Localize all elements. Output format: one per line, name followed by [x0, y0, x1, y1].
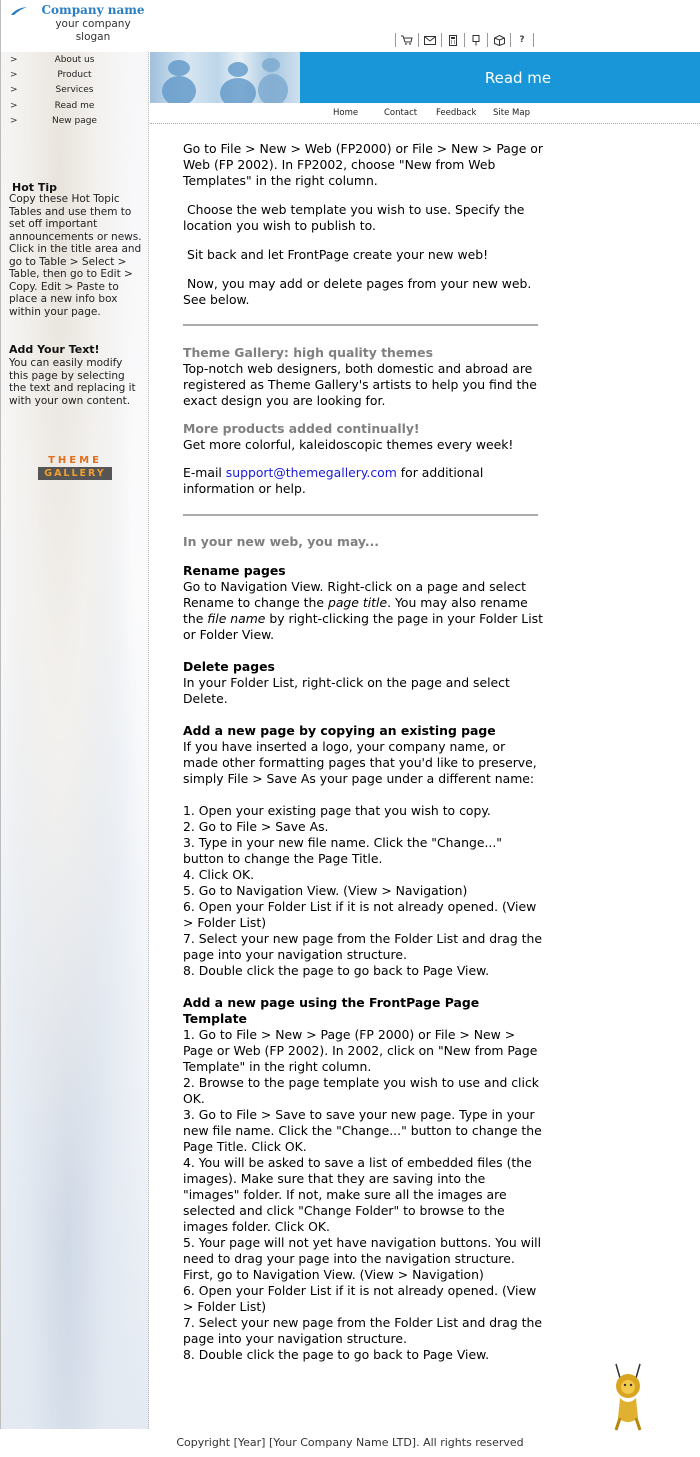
- toolbar-divider: [533, 33, 534, 47]
- list-item: 8. Double click the page to go back to Page View.: [183, 1347, 490, 1362]
- intro-paragraph: Choose the web template you wish to use. Specify the location you wish to publish to.: [183, 202, 529, 233]
- rename-heading: Rename pages: [183, 563, 286, 578]
- footer-copyright: Copyright [Year] [Your Company Name LTD]. All rights reserved: [176, 1436, 524, 1449]
- print-icon[interactable]: [464, 33, 487, 47]
- list-item: 5. Go to Navigation View. (View > Navigation): [183, 883, 468, 898]
- list-item: 7. Select your new page from the Folder List and drag the page into your navigation structure.: [183, 931, 542, 962]
- rename-text-b: . You may also rename the: [183, 595, 528, 626]
- nav-link-feedback[interactable]: Feedback: [436, 108, 477, 118]
- list-item: 7. Select your new page from the Folder List and drag the page into your navigation structure.: [183, 1315, 542, 1346]
- sidebar-item-services[interactable]: [1, 83, 148, 98]
- chevron-right-icon: >: [10, 85, 18, 96]
- copy-heading: Add a new page by copying an existing page: [183, 723, 496, 738]
- sidebar-item-about-us[interactable]: [1, 52, 148, 67]
- intro-paragraph: Sit back and let FrontPage create your new web!: [183, 247, 489, 262]
- box-icon[interactable]: [487, 33, 510, 47]
- company-name[interactable]: Company name: [41, 3, 145, 17]
- list-item: 6. Open your Folder List if it is not already opened. (View > Folder List): [183, 899, 537, 930]
- email-prefix: E-mail: [183, 465, 226, 480]
- list-item: 2. Go to File > Save As.: [183, 819, 329, 834]
- logo-text-bottom: GALLERY: [38, 467, 112, 480]
- delete-heading: Delete pages: [183, 659, 275, 674]
- rename-em-file-name: file name: [207, 611, 266, 626]
- rename-text-a: Go to Navigation View. Right-click on a page and select Rename to change the: [183, 579, 526, 610]
- hot-tip-title: Hot Tip: [12, 181, 57, 194]
- chevron-right-icon: >: [10, 115, 18, 126]
- slogan-line-2: slogan: [75, 31, 111, 43]
- email-suffix: for additional information or help.: [183, 465, 488, 496]
- sidebar-item-label: Services: [55, 85, 94, 96]
- gallery-heading: Theme Gallery: high quality themes: [183, 345, 433, 360]
- list-item: 6. Open your Folder List if it is not already opened. (View > Folder List): [183, 1283, 537, 1314]
- delete-text: In your Folder List, right-click on the page and select Delete.: [183, 675, 510, 706]
- list-item: 3. Go to File > Save to save your new page. Type in your new file name. Click the "Change..." button to change the Page Title. Click OK.: [183, 1107, 542, 1154]
- sidebar-nav: [1, 52, 148, 128]
- main-content: [183, 141, 543, 1363]
- page-title: Read me: [300, 52, 700, 103]
- toolbar: [395, 33, 534, 47]
- sidebar-item-new-page[interactable]: [1, 113, 148, 128]
- add-text-title: Add Your Text!: [9, 343, 100, 356]
- lion-mascot-icon: [608, 1362, 648, 1432]
- rename-text: [183, 579, 543, 643]
- theme-gallery-logo[interactable]: [38, 455, 112, 480]
- more-products-text: Get more colorful, kaleidoscopic themes every week!: [183, 437, 514, 452]
- sidebar-item-label: Product: [57, 69, 92, 80]
- email-paragraph: [183, 465, 543, 497]
- logo-icon: [10, 6, 28, 16]
- rename-em-page-title: page title: [327, 595, 388, 610]
- chevron-right-icon: >: [10, 100, 18, 111]
- list-item: 1. Open your existing page that you wish to copy.: [183, 803, 491, 818]
- chevron-right-icon: >: [10, 69, 18, 80]
- list-item: 2. Browse to the page template you wish to use and click OK.: [183, 1075, 539, 1106]
- may-heading: In your new web, you may...: [183, 534, 379, 549]
- sidebar-item-read-me[interactable]: [1, 98, 148, 113]
- list-item: 8. Double click the page to go back to Page View.: [183, 963, 490, 978]
- more-products-heading: More products added continually!: [183, 421, 420, 436]
- nav-link-site-map[interactable]: Site Map: [493, 108, 530, 118]
- list-item: 1. Go to File > New > Page (FP 2000) or File > New > Page or Web (FP 2002). In 2002, click on "New from Page Template" in the right column.: [183, 1027, 538, 1074]
- template-heading: Add a new page using the FrontPage Page Template: [183, 995, 480, 1026]
- top-nav: [150, 103, 700, 124]
- email-link[interactable]: support@themegallery.com: [225, 465, 397, 480]
- intro-paragraph: Now, you may add or delete pages from your new web. See below.: [183, 276, 536, 307]
- slogan-line-1: your company: [55, 18, 131, 30]
- sidebar-item-label: About us: [54, 54, 95, 65]
- rename-text-c: by right-clicking the page in your Folder List or Folder View.: [183, 611, 543, 642]
- hot-tip-text: Copy these Hot Topic Tables and use them to set off important announcements or news. Click in the title area and go to Table > Select > Table, then go to Edit > Copy. Edit > Paste to place a new info box within your page.: [9, 193, 142, 318]
- company-slogan: [40, 18, 146, 44]
- list-item: 4. You will be asked to save a list of embedded files (the images). Make sure that they are saving into the "images" folder. If not, make sure all the images are selected and click "Change Folder" to browse to the images folder. Click OK.: [183, 1155, 532, 1234]
- banner-photo: [150, 52, 300, 103]
- cart-icon[interactable]: [395, 33, 418, 47]
- help-icon[interactable]: ?: [510, 33, 533, 47]
- nav-link-contact[interactable]: Contact: [384, 108, 418, 118]
- sidebar-item-label: Read me: [54, 100, 95, 111]
- add-text-body: You can easily modify this page by selecting the text and replacing it with your own content.: [9, 357, 136, 407]
- copy-text: If you have inserted a logo, your company name, or made other formatting pages that you'd like to preserve, simply File > Save As your page under a different name:: [183, 739, 537, 786]
- nav-link-home[interactable]: Home: [333, 108, 359, 118]
- intro-paragraph: Go to File > New > Web (FP2000) or File > New > Page or Web (FP 2002). In FP2002, choose "New from Web Templates" in the right column.: [183, 141, 543, 188]
- chevron-right-icon: >: [10, 54, 18, 65]
- gallery-text: Top-notch web designers, both domestic and abroad are registered as Theme Gallery's artists to help you find the exact design you are looking for.: [183, 361, 537, 408]
- sidebar-item-label: New page: [52, 115, 97, 126]
- mail-icon[interactable]: [418, 33, 441, 47]
- list-item: 5. Your page will not yet have navigation buttons. You will need to drag your page into the navigation structure. First, go to Navigation View. (View > Navigation): [183, 1235, 542, 1282]
- header: [0, 0, 700, 52]
- sidebar: [1, 52, 149, 1429]
- list-item: 4. Click OK.: [183, 867, 255, 882]
- logo-text-top: THEME: [48, 455, 102, 466]
- list-item: 3. Type in your new file name. Click the "Change..." button to change the Page Title.: [183, 835, 502, 866]
- calculator-icon[interactable]: [441, 33, 464, 47]
- sidebar-item-product[interactable]: [1, 67, 148, 82]
